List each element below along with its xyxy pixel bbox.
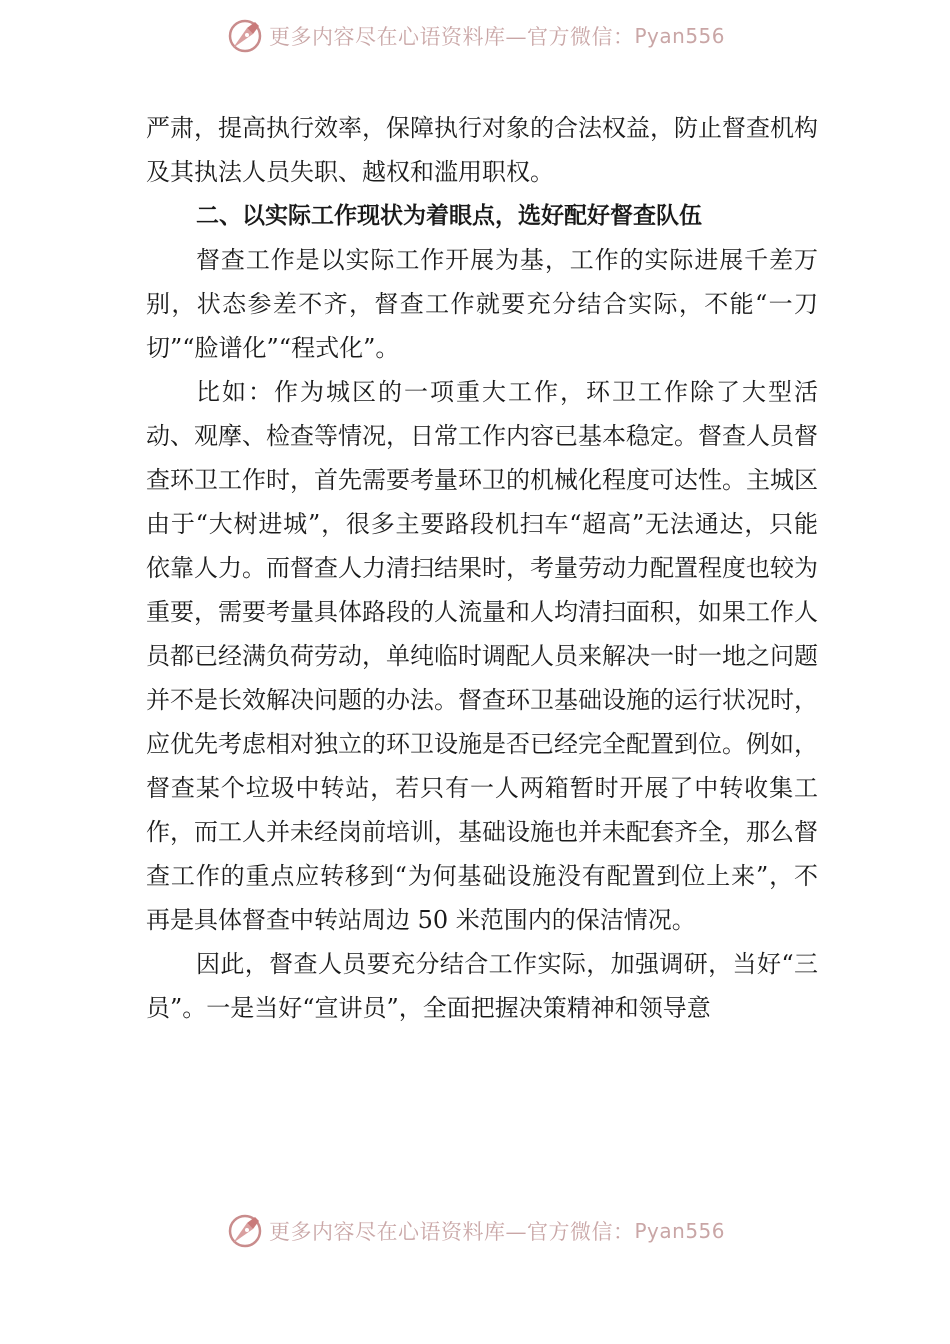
paragraph-continued: 严肃，提高执行效率，保障执行对象的合法权益，防止督查机构及其执法人员失职、越权和滥用职权。	[146, 114, 818, 186]
paragraph: 比如：作为城区的一项重大工作，环卫工作除了大型活动、观摩、检查等情况，日常工作内容已基本稳定。督查人员督查环卫工作时，首先需要考量环卫的机械化程度可达性。主城区由于“大树进城”，很多主要路段机扫车“超高”无法通达，只能依靠人力。而督查人力清扫结果时，考量劳动力配置程度也较为重要，需要考量具体路段的人流量和人均清扫面积，如果工作人员都已经满负荷劳动，单纯临时调配人员来解决一时一地之问题并不是长效解决问题的办法。督查环卫基础设施的运行状况时，应优先考虑相对独立的环卫设施是否已经完全配置到位。例如，督查某个垃圾中转站，若只有一人两箱暂时开展了中转收集工作，而工人并未经岗前培训，基础设施也并未配套齐全，那么督查工作的重点应转移到“为何基础设施没有配置到位上来”，不再是具体督查中转站周边 50 米范围内的保洁情况。	[146, 378, 818, 934]
watermark-text: 更多内容尽在心语资料库—官方微信：	[268, 25, 635, 49]
document-body	[146, 106, 818, 1030]
watermark-text: 更多内容尽在心语资料库—官方微信：	[268, 1220, 635, 1244]
paragraph: 督查工作是以实际工作开展为基，工作的实际进展千差万别，状态参差不齐，督查工作就要充分结合实际，不能“一刀切”“脸谱化”“程式化”。	[146, 246, 818, 362]
section-heading: 二、以实际工作现状为着眼点，选好配好督查队伍	[196, 203, 702, 229]
footer-watermark	[0, 1209, 950, 1253]
header-watermark	[0, 14, 950, 58]
watermark-wechat-id: Pyan556	[634, 24, 725, 48]
pen-nib-logo-icon	[225, 16, 265, 56]
paragraph: 因此，督查人员要充分结合工作实际，加强调研，当好“三员”。一是当好“宣讲员”，全面把握决策精神和领导意	[146, 950, 818, 1022]
watermark-wechat-id: Pyan556	[634, 1219, 725, 1243]
pen-nib-logo-icon	[225, 1211, 265, 1251]
